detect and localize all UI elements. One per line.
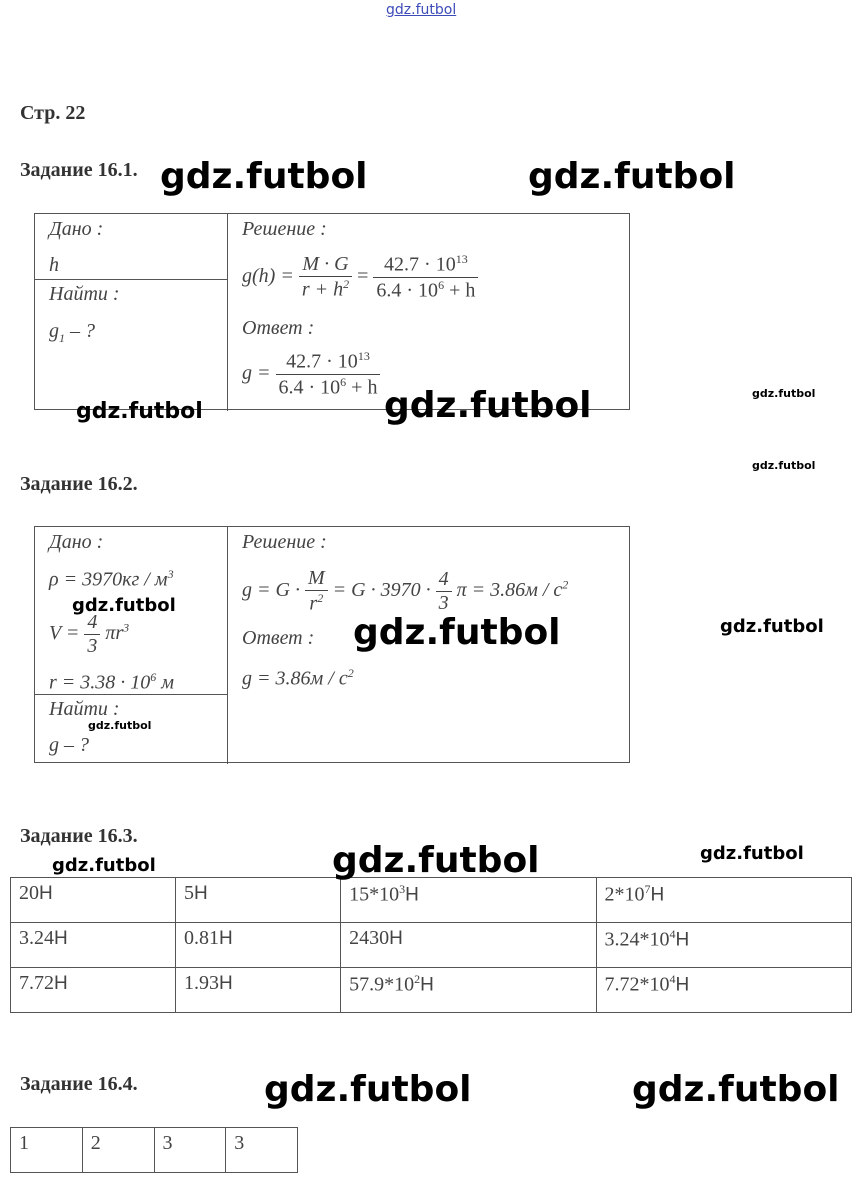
watermark-text: gdz.futbol [264, 1069, 472, 1110]
table-cell: 5Н [176, 878, 341, 923]
answer-label: Ответ : [242, 627, 315, 649]
solution-formula: g = G · $\frac{M}{r^2}$ = G · 3970 · $\frac{4}{3}$ $\pi = 3.86м / с^2$ [242, 567, 569, 615]
task-16-3-table [10, 877, 852, 1013]
table-cell: 2 [82, 1128, 154, 1173]
table-cell: $2*10^7Н$ [596, 878, 851, 923]
divider [227, 214, 228, 411]
page-label: Стр. 22 [20, 102, 86, 124]
table-cell: $3.24*10^4Н$ [596, 923, 851, 968]
watermark-text: gdz.futbol [160, 156, 368, 197]
given-density: $\rho = 3970кг / м^3$ [49, 567, 174, 591]
given-radius: $r = 3.38 \cdot 10^6$ м [49, 670, 175, 694]
given-label: Дано : [49, 531, 104, 553]
table-cell: 20Н [11, 878, 176, 923]
watermark-text: gdz.futbol [76, 399, 203, 424]
watermark-text: gdz.futbol [632, 1069, 840, 1110]
watermark-text: gdz.futbol [353, 612, 561, 653]
table-cell: 1.93Н [176, 968, 341, 1013]
answer-formula: $g = 3.86м / с^2$ [242, 666, 354, 690]
find-value: g – ? [49, 734, 89, 756]
task-16-1-box [34, 213, 630, 410]
table-cell: 3 [226, 1128, 298, 1173]
solution-label: Решение : [242, 218, 327, 240]
watermark-text: gdz.futbol [72, 595, 176, 616]
table-cell: $15*10^3Н$ [341, 878, 596, 923]
watermark-text: gdz.futbol [52, 855, 156, 876]
watermark-text: gdz.futbol [752, 387, 816, 400]
solution-label: Решение : [242, 531, 327, 553]
table-row [11, 968, 852, 1013]
solution-formula: g(h) = $\frac{M \cdot G}{r + h^2}$ = $\frac{42.7 \cdot 10^{13}}{6.4 \cdot 10^6 + h}$ [242, 252, 478, 302]
top-watermark-link[interactable]: gdz.futbol [386, 2, 457, 18]
task-16-1-title: Задание 16.1. [20, 159, 138, 181]
watermark-text: gdz.futbol [528, 156, 736, 197]
answer-formula: g = $\frac{42.7 \cdot 10^{13}}{6.4 \cdot 10^6 + h}$ [242, 349, 380, 399]
watermark-text: gdz.futbol [720, 616, 824, 637]
watermark-text: gdz.futbol [384, 385, 592, 426]
table-row [11, 878, 852, 923]
table-row [11, 1128, 298, 1173]
find-label: Найти : [49, 698, 120, 720]
table-cell: $57.9*10^2Н$ [341, 968, 596, 1013]
find-label: Найти : [49, 283, 120, 305]
table-cell: $7.72*10^4Н$ [596, 968, 851, 1013]
answer-label: Ответ : [242, 317, 315, 339]
watermark-text: gdz.futbol [752, 459, 816, 472]
given-label: Дано : [49, 218, 104, 240]
given-volume: V = $\frac{4}{3}$ $\pi r^3$ [49, 611, 130, 657]
table-cell: 3.24Н [11, 923, 176, 968]
task-16-3-title: Задание 16.3. [20, 825, 138, 847]
watermark-text: gdz.futbol [332, 840, 540, 881]
watermark-text: gdz.futbol [700, 843, 804, 864]
find-value: $g_1$ – ? [49, 320, 95, 345]
task-16-4-title: Задание 16.4. [20, 1073, 138, 1095]
table-cell: 7.72Н [11, 968, 176, 1013]
divider [35, 279, 227, 280]
task-16-4-table [10, 1127, 298, 1173]
divider [227, 527, 228, 764]
table-row [11, 923, 852, 968]
table-cell: 0.81Н [176, 923, 341, 968]
table-cell: 2430Н [341, 923, 596, 968]
task-16-2-title: Задание 16.2. [20, 473, 138, 495]
table-cell: 3 [154, 1128, 226, 1173]
table-cell: 1 [11, 1128, 83, 1173]
given-value: h [49, 254, 59, 276]
watermark-text: gdz.futbol [88, 719, 152, 732]
